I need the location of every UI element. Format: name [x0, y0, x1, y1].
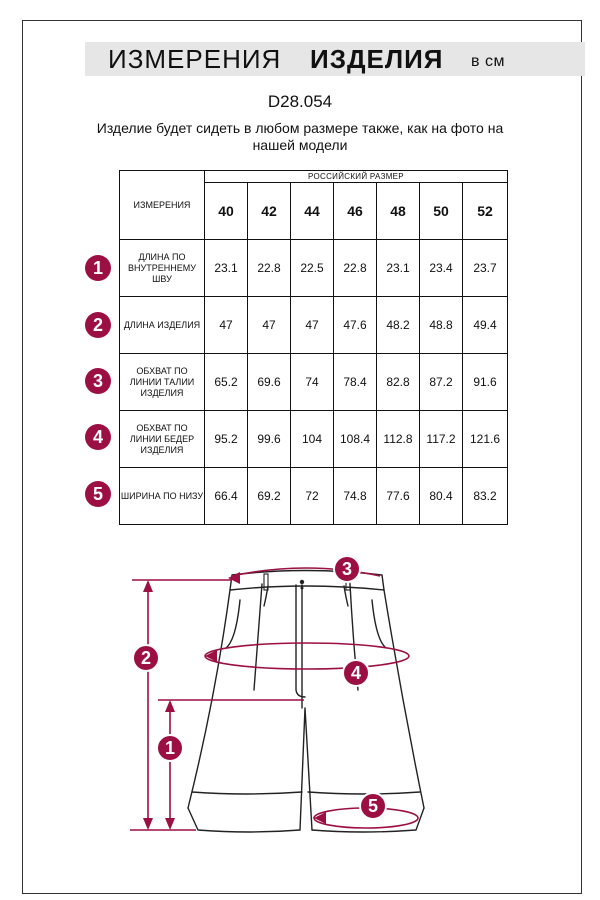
svg-text:3: 3	[341, 559, 353, 579]
svg-text:1: 1	[164, 738, 176, 758]
measurement-value: 23.1	[205, 240, 248, 297]
measurement-value: 47	[205, 297, 248, 354]
size-header: 52	[463, 183, 508, 240]
measurement-value: 112.8	[377, 411, 420, 468]
svg-text:5: 5	[367, 796, 379, 816]
measurement-value: 83.2	[463, 468, 508, 525]
row-number-badge: 1	[85, 255, 111, 281]
article-number: D28.054	[267, 92, 333, 111]
measurement-label: ОБХВАТ ПО ЛИНИИ ТАЛИИ ИЗДЕЛИЯ	[120, 354, 205, 411]
shorts-measurement-drawing	[0, 540, 600, 880]
measurement-value: 23.7	[463, 240, 508, 297]
measurement-value: 77.6	[377, 468, 420, 525]
row-number-badge: 5	[85, 481, 111, 507]
row-number-badge: 4	[85, 424, 111, 450]
measurement-value: 23.4	[420, 240, 463, 297]
table-row	[120, 354, 508, 411]
measurement-value: 47.6	[334, 297, 377, 354]
measurement-value: 47	[291, 297, 334, 354]
measurement-value: 69.6	[248, 354, 291, 411]
measurement-value: 22.8	[248, 240, 291, 297]
size-header: 48	[377, 183, 420, 240]
size-header: 50	[420, 183, 463, 240]
measurement-value: 121.6	[463, 411, 508, 468]
row-number-badge: 2	[85, 312, 111, 338]
measurement-value: 117.2	[420, 411, 463, 468]
table-header-row	[120, 171, 508, 183]
measurement-value: 87.2	[420, 354, 463, 411]
measurement-label: ДЛИНА ИЗДЕЛИЯ	[120, 297, 205, 354]
measurement-value: 74.8	[334, 468, 377, 525]
measurement-value: 74	[291, 354, 334, 411]
marker-5	[360, 793, 386, 819]
marker-1	[157, 735, 183, 761]
measurement-value: 48.2	[377, 297, 420, 354]
measurement-label: ДЛИНА ПО ВНУТРЕННЕМУ ШВУ	[120, 240, 205, 297]
table-row	[120, 468, 508, 525]
measurement-lines	[130, 568, 418, 830]
fit-note: Изделие будет сидеть в любом размере также, как на фото на нашей модели	[96, 120, 504, 153]
measurement-value: 66.4	[205, 468, 248, 525]
size-header: 44	[291, 183, 334, 240]
measurement-value: 91.6	[463, 354, 508, 411]
marker-2	[133, 645, 159, 671]
row-number-badge: 3	[85, 368, 111, 394]
title-word-garment: ИЗДЕЛИЯ	[310, 44, 444, 74]
measurement-value: 82.8	[377, 354, 420, 411]
shorts-outline	[188, 571, 424, 833]
size-header: 40	[205, 183, 248, 240]
marker-4	[343, 660, 369, 686]
measurement-value: 47	[248, 297, 291, 354]
svg-text:4: 4	[350, 663, 362, 683]
measurement-value: 80.4	[420, 468, 463, 525]
measurement-value: 65.2	[205, 354, 248, 411]
size-group-label: РОССИЙСКИЙ РАЗМЕР	[205, 171, 508, 183]
measurement-value: 99.6	[248, 411, 291, 468]
measurement-value: 22.8	[334, 240, 377, 297]
measurement-markers	[133, 556, 386, 819]
measurement-value: 108.4	[334, 411, 377, 468]
measurement-value: 69.2	[248, 468, 291, 525]
table-row	[120, 411, 508, 468]
corner-label: ИЗМЕРЕНИЯ	[120, 171, 205, 240]
size-header: 42	[248, 183, 291, 240]
size-table	[119, 170, 508, 525]
measurement-value: 22.5	[291, 240, 334, 297]
measurement-label: ШИРИНА ПО НИЗУ	[120, 468, 205, 525]
measurement-value: 78.4	[334, 354, 377, 411]
title-word-measurements: ИЗМЕРЕНИЯ	[108, 44, 282, 74]
measurement-value: 48.8	[420, 297, 463, 354]
svg-text:2: 2	[140, 648, 152, 668]
marker-3	[334, 556, 360, 582]
size-header: 46	[334, 183, 377, 240]
measurement-value: 95.2	[205, 411, 248, 468]
measurement-value: 23.1	[377, 240, 420, 297]
title-unit: в см	[471, 53, 505, 70]
measurement-value: 104	[291, 411, 334, 468]
measurement-value: 49.4	[463, 297, 508, 354]
table-row	[120, 240, 508, 297]
measurement-value: 72	[291, 468, 334, 525]
measurement-label: ОБХВАТ ПО ЛИНИИ БЕДЕР ИЗДЕЛИЯ	[120, 411, 205, 468]
table-row	[120, 297, 508, 354]
